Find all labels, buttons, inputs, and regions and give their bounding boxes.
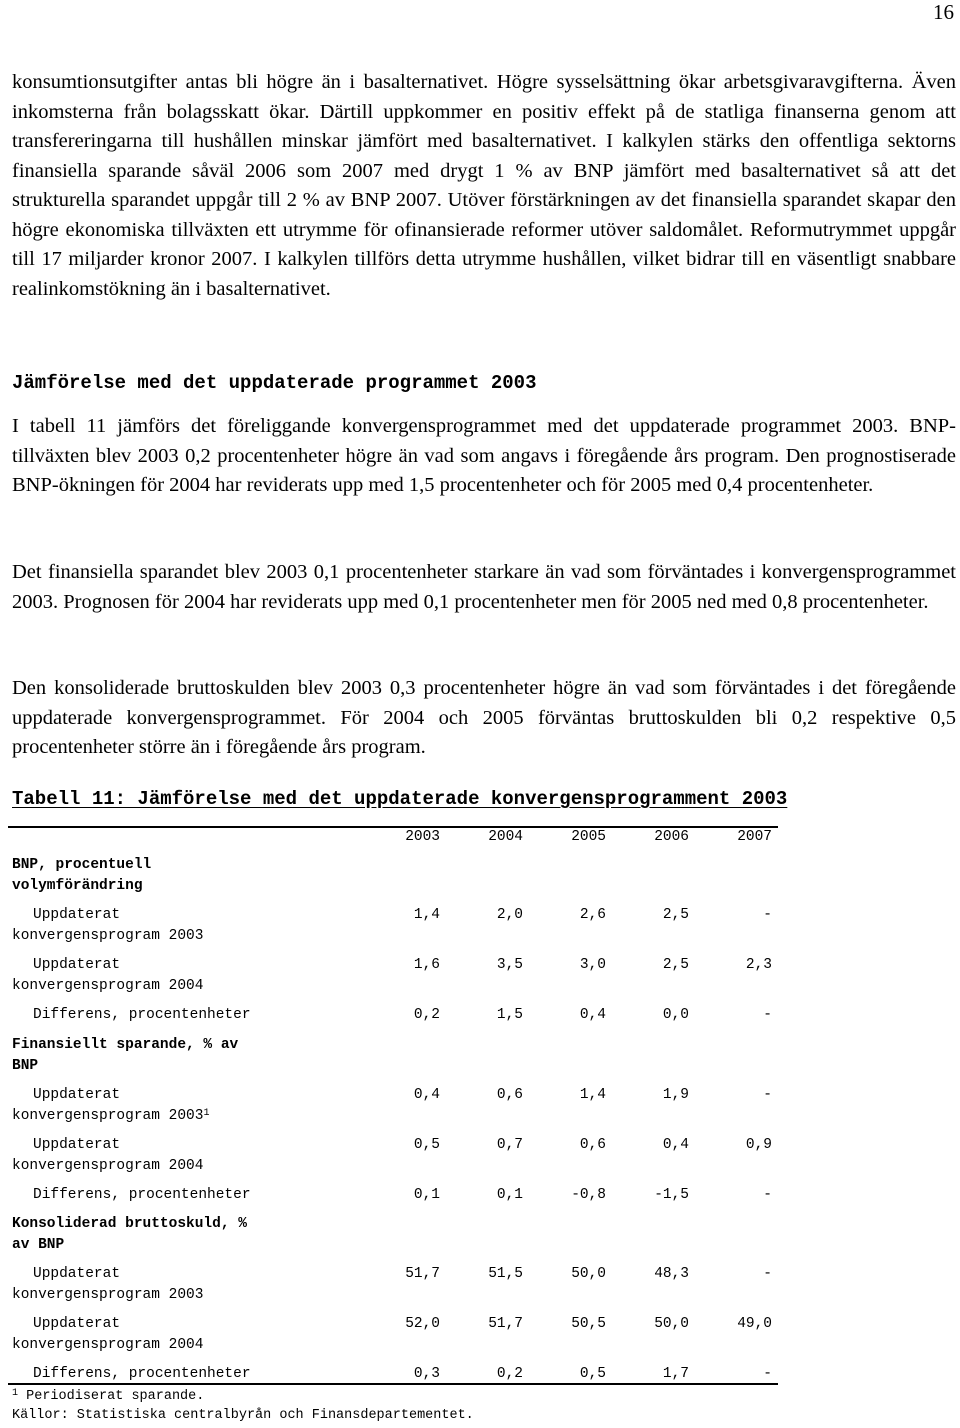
row-label-line: Uppdaterat [33,1137,121,1153]
table-cell: 51,5 [488,1266,523,1282]
section-heading-line: volymförändring [12,878,143,894]
footnote-line [12,1387,474,1406]
row-label [12,905,282,947]
row-label-line [12,1156,282,1177]
row-label-text: konvergensprogram 2004 [12,978,204,994]
row-label-line: Uppdaterat [33,957,121,973]
table-cell: 0,6 [496,1087,523,1103]
table-cell: - [763,907,772,923]
section-heading: Jämförelse med det uppdaterade programmet 2003 [12,372,537,394]
table-cell: 52,0 [405,1316,440,1332]
table-cell: 1,6 [413,957,440,973]
table-cell: 2,5 [662,957,689,973]
table-source: Källor: Statistiska centralbyrån och Finansdepartementet. [12,1408,474,1423]
section-heading-label [12,855,282,897]
row-label-text: konvergensprogram 2004 [12,1158,204,1174]
table-cell: 1,4 [579,1087,606,1103]
table-cell: 0,9 [745,1137,772,1153]
row-label-line: Differens, procentenheter [33,1187,251,1203]
table-cell: 0,0 [662,1007,689,1023]
table-cell: - [763,1087,772,1103]
footnote-text: Periodiserat sparande. [26,1389,205,1404]
row-label-text: konvergensprogram 2004 [12,1337,204,1353]
table-cell: 0,2 [413,1007,440,1023]
table-cell: 3,5 [496,957,523,973]
section-heading-line: BNP, procentuell [12,857,152,873]
table-cell: 0,5 [413,1137,440,1153]
table-bottom-rule [8,1383,778,1385]
table-cell: - [763,1266,772,1282]
table-cell: 0,4 [579,1007,606,1023]
table-cell: - [763,1366,772,1382]
table-cell: 0,7 [496,1137,523,1153]
row-label-line [12,1335,282,1356]
table-cell: 50,0 [654,1316,689,1332]
section-heading-label [12,1214,282,1256]
table-cell: 2,6 [579,907,606,923]
table-cell: 1,4 [413,907,440,923]
row-label-line: Differens, procentenheter [33,1007,251,1023]
row-label [12,955,282,997]
table-cell: 0,6 [579,1137,606,1153]
footnote-reference: 1 [203,1108,210,1119]
row-label [12,1085,282,1127]
section-heading-line: Konsoliderad bruttoskuld, % [12,1216,247,1232]
row-label-line [12,976,282,997]
year-header: 2007 [737,829,772,845]
table-cell: 49,0 [737,1316,772,1332]
year-header: 2006 [654,829,689,845]
year-header: 2004 [488,829,523,845]
table-cell: 48,3 [654,1266,689,1282]
row-label [12,1314,282,1356]
row-label [12,1135,282,1177]
table-title: Tabell 11: Jämförelse med det uppdaterade konvergensprogramment 2003 [12,788,788,810]
body-paragraph-1: konsumtionsutgifter antas bli högre än i basalternativet. Högre sysselsättning ökar arbetsgivaravgifterna. Även inkomsterna från bolagsskatt ökar. Därtill uppkommer en positiv effekt på de statliga finanserna genom att transfereringarna till hushållen minskar jämfört med basalternativet. I kalkylen stärks den offentliga sektorns finansiella sparande såväl 2006 som 2007 med drygt 1 % av BNP jämfört med basalternativet så att det strukturella sparandet uppgår till 2 % av BNP 2007. Utöver förstärkningen av det finansiella sparandet skapar den högre ekonomiska tillväxten ett utrymme för ofinansierade reformer utöver saldomålet. Reformutrymmet uppgår till 17 miljarder kronor 2007. I kalkylen tillförs detta utrymme hushållen, vilket bidrar till en väsentligt snabbare realinkomstökning än i basalternativet. [12,71,956,300]
table-cell: - [763,1007,772,1023]
row-label-line: Uppdaterat [33,1087,121,1103]
row-label-line: Uppdaterat [33,1266,121,1282]
table-cell: 1,5 [496,1007,523,1023]
table-cell: 50,0 [571,1266,606,1282]
table-cell: 0,4 [662,1137,689,1153]
section-heading-line: av BNP [12,1237,65,1253]
page-number: 16 [933,0,954,24]
section-heading-label [12,1035,282,1077]
table-cell: 0,5 [579,1366,606,1382]
row-label-line [12,1285,282,1306]
table-cell: 0,4 [413,1087,440,1103]
year-header: 2005 [571,829,606,845]
table-cell: 0,1 [496,1187,523,1203]
row-label [12,1005,282,1026]
table-cell: 1,9 [662,1087,689,1103]
table-cell: 0,2 [496,1366,523,1382]
section-heading-line: BNP [12,1058,39,1074]
table-cell: - [763,1187,772,1203]
row-label-line: Uppdaterat [33,907,121,923]
table-cell: 2,0 [496,907,523,923]
table-cell: 2,3 [745,957,772,973]
row-label-line [12,926,282,947]
table-cell: 50,5 [571,1316,606,1332]
row-label [12,1364,282,1385]
body-paragraph-2: I tabell 11 jämförs det föreliggande konvergensprogrammet med det uppdaterade programmet 2003. BNP-tillväxten blev 2003 0,2 procentenheter högre än vad som angavs i föregående års program. Den prognostiserade BNP-ökningen för 2004 har reviderats upp med 1,5 procentenheter och för 2005 med 0,4 procentenheter. [12,415,956,496]
table-cell: 0,1 [413,1187,440,1203]
row-label [12,1264,282,1306]
table-cell: 51,7 [405,1266,440,1282]
table-cell: 3,0 [579,957,606,973]
section-heading-line: Finansiellt sparande, % av [12,1037,239,1053]
table-top-rule [8,826,778,828]
row-label-line [12,1106,282,1127]
body-paragraph-3: Det finansiella sparandet blev 2003 0,1 procentenheter starkare än vad som förväntades i konvergensprogrammet 2003. Prognosen för 2004 har reviderats upp med 0,1 procentenheter men för 2005 ned med 0,8 procentenheter. [12,561,956,613]
table-cell: 1,7 [662,1366,689,1382]
table-cell: -1,5 [654,1187,689,1203]
table-cell: -0,8 [571,1187,606,1203]
row-label-line: Uppdaterat [33,1316,121,1332]
body-paragraph-4: Den konsoliderade bruttoskulden blev 2003 0,3 procentenheter högre än vad som förväntades i det föregående uppdaterade konvergensprogrammet. För 2004 och 2005 förväntas bruttoskulden bli 0,2 respektive 0,5 procentenheter större än i föregående års program. [12,677,956,758]
footnote-marker: 1 [12,1388,19,1399]
table-footnotes [12,1387,474,1425]
row-label-text: konvergensprogram 2003 [12,1108,204,1124]
table-cell: 51,7 [488,1316,523,1332]
row-label-text: konvergensprogram 2003 [12,928,204,944]
table-cell: 0,3 [413,1366,440,1382]
row-label-line: Differens, procentenheter [33,1366,251,1382]
row-label [12,1185,282,1206]
year-header: 2003 [405,829,440,845]
table-cell: 2,5 [662,907,689,923]
row-label-text: konvergensprogram 2003 [12,1287,204,1303]
